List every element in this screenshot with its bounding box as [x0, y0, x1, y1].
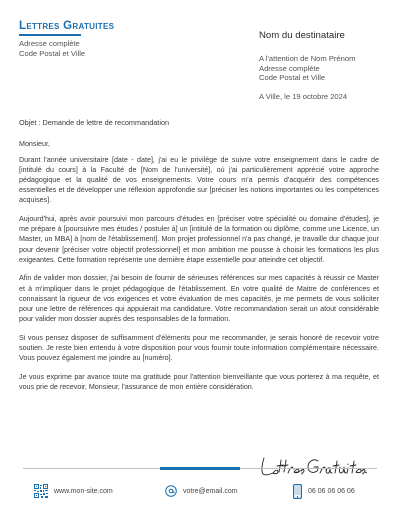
email-text: votre@email.com — [183, 487, 238, 495]
sender-brand: Lettres Gratuites — [19, 20, 115, 32]
paragraph-2: Aujourd'hui, après avoir poursuivi mon parcours d'études en [préciser votre spécialité ou domaine d'études], je me prépare à [poursuivre mes études / postuler à] un [intitulé de la formation ou diplôme, comme une Licence, un Master, un MBA] à [nom de l'établissement]. Mon projet professionnel n'a pas changé, je travaille dur chaque jour pour devenir [préciser votre objectif professionnel] et mon ambition me pousse à choisir les formations les plus exigeantes. Cette formation représente une dernière étape essentielle pour atteindre cet objectif. — [19, 215, 379, 264]
phone-icon — [293, 484, 302, 499]
phone-text: 06 06 06 06 06 — [308, 487, 355, 495]
recipient-attention: A l'attention de Nom Prénom — [259, 54, 356, 63]
footer-website — [34, 483, 113, 499]
paragraph-4: Si vous pensez disposer de suffisamment d'éléments pour me recommander, je serais honoré de recevoir votre soutien. Je reste bien entendu à votre disposition pour vous fournir toute information complémentaire nécessaire. Vous pouvez également me joindre au [numéro]. — [19, 333, 379, 362]
brand-underline — [19, 34, 81, 36]
footer-email — [165, 483, 238, 499]
recipient-city-line: Code Postal et Ville — [259, 73, 326, 83]
recipient-address-line: Adresse complète — [259, 63, 320, 73]
footer-accent-bar — [160, 467, 240, 471]
letter-body — [19, 139, 379, 400]
handwritten-signature — [258, 452, 368, 482]
website-text: www.mon-site.com — [54, 487, 113, 495]
sender-city-line: Code Postal et Ville — [19, 48, 86, 58]
paragraph-1: Durant l'année universitaire [date - date], j'ai eu le privilège de suivre votre enseignement dans le cadre de [intitulé du cours] à la Faculté de [Nom de l'université], où j'ai particulièrement apprécié votre approche pédagogique et la qualité de vos enseignements. Votre cours m'a permis d'acquérir des compétences essentielles et de développer une réflexion approfondie sur [préciser les notions importantes ou les compétences acquises]. — [19, 156, 379, 205]
sender-address-line: Adresse complète — [19, 39, 80, 48]
letter-date: A Ville, le 19 octobre 2024 — [259, 92, 348, 101]
footer-phone — [293, 483, 355, 499]
salutation: Monsieur, — [19, 140, 50, 148]
sender-address — [19, 39, 85, 58]
letter-subject: Objet : Demande de lettre de recommandation — [19, 118, 170, 127]
at-sign-icon — [165, 485, 177, 497]
paragraph-3: Afin de valider mon dossier, j'ai besoin de fournir de sérieuses références sur mes capacités à réussir ce Master et à m'impliquer dans le projet pédagogique de l'établissement. En votre qualité de Maitre de conférences et connaissant la rigueur de vos exigences et votre évaluation de mes capacités, je me permets de vous solliciter pour une lettre de références qui appuierait ma candidature. Votre recommandation serait un atout considérable pour valider mon dossier auprès des responsables de la formation. — [19, 274, 379, 323]
qr-code-icon — [34, 484, 48, 498]
paragraph-5: Je vous exprime par avance toute ma gratitude pour l'attention bienveillante que vous porterez à ma requête, et vous prie de recevoir, Monsieur, l'assurance de mon entière considération. — [19, 372, 379, 391]
recipient-name: Nom du destinataire — [259, 30, 345, 41]
recipient-block — [259, 30, 355, 83]
